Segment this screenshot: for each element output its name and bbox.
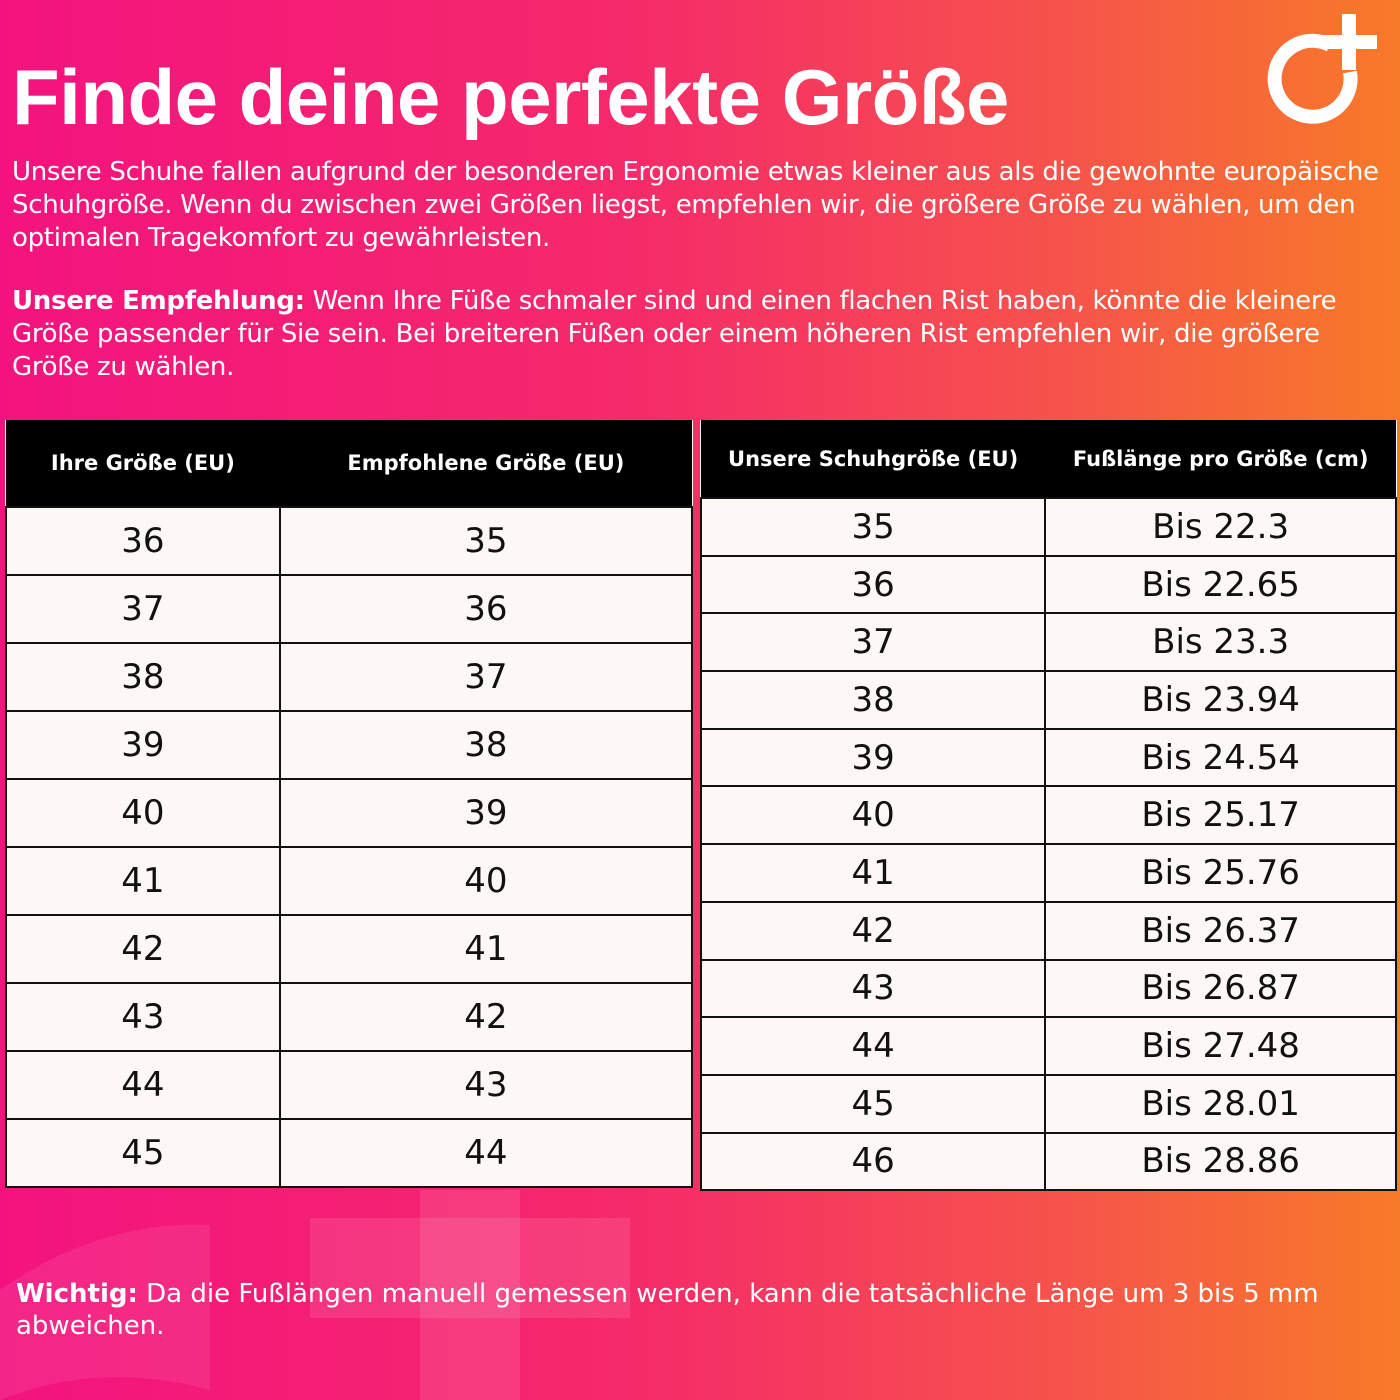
table-cell: 35 [280,507,692,575]
table-cell: 36 [701,556,1045,614]
table-cell: 44 [280,1119,692,1187]
table-cell: 36 [6,507,280,575]
recommended-size-table [5,420,693,1188]
table-cell: 46 [701,1133,1045,1191]
table-cell: 43 [280,1051,692,1119]
table-cell: 41 [701,844,1045,902]
table-row [6,779,692,847]
table-cell: 42 [280,983,692,1051]
table-cell: 45 [701,1075,1045,1133]
table-row [701,1133,1396,1191]
table-row [6,507,692,575]
table-cell: Bis 25.76 [1045,844,1396,902]
header-foot-length: Fußlänge pro Größe (cm) [1045,420,1396,498]
page-title: Finde deine perfekte Größe [12,53,1009,141]
header-our-size: Unsere Schuhgröße (EU) [701,420,1045,498]
table-cell: Bis 25.17 [1045,786,1396,844]
table-row [701,729,1396,787]
recommendation-body: Wenn Ihre Füße schmaler sind und einen flachen Rist haben, könnte die kleinere Größe passender für Sie sein. Bei breiteren Füßen oder einem höheren Rist empfehlen wir, die größere Größe zu wählen. [12,286,1337,382]
table-cell: 38 [6,643,280,711]
table-cell: Bis 28.01 [1045,1075,1396,1133]
table-cell: 39 [701,729,1045,787]
note-body: Da die Fußlängen manuell gemessen werden, kann die tatsächliche Länge um 3 bis 5 mm abweichen. [16,1279,1319,1341]
table-row [6,1119,692,1187]
table-cell: 42 [6,915,280,983]
recommendation-text [12,285,1392,384]
table-cell: Bis 23.94 [1045,671,1396,729]
table-row [701,498,1396,556]
note-label: Wichtig: [16,1279,138,1309]
table-cell: Bis 27.48 [1045,1017,1396,1075]
table-cell: 45 [6,1119,280,1187]
table-row [6,915,692,983]
table-row [701,613,1396,671]
table-cell: Bis 23.3 [1045,613,1396,671]
table-cell: 37 [701,613,1045,671]
table-row [701,556,1396,614]
table-row [6,575,692,643]
circle-plus-logo-icon [1262,12,1382,132]
table-cell: 44 [6,1051,280,1119]
table-cell: 41 [280,915,692,983]
table-cell: 44 [701,1017,1045,1075]
table-cell: Bis 26.87 [1045,960,1396,1018]
important-note [16,1278,1386,1342]
table-cell: Bis 28.86 [1045,1133,1396,1191]
table-cell: 37 [280,643,692,711]
table-cell: Bis 26.37 [1045,902,1396,960]
table-cell: 40 [6,779,280,847]
header-recommended-size: Empfohlene Größe (EU) [280,420,692,507]
table-cell: 40 [701,786,1045,844]
table-cell: 35 [701,498,1045,556]
table-row [701,671,1396,729]
table-cell: 39 [280,779,692,847]
table-row [701,960,1396,1018]
table-cell: 38 [280,711,692,779]
table-cell: 43 [6,983,280,1051]
table-row [701,786,1396,844]
table-cell: 38 [701,671,1045,729]
recommendation-label: Unsere Empfehlung: [12,286,305,316]
table-cell: 42 [701,902,1045,960]
table-cell: Bis 22.65 [1045,556,1396,614]
foot-length-table [700,420,1397,1191]
table-cell: 43 [701,960,1045,1018]
intro-text: Unsere Schuhe fallen aufgrund der besonderen Ergonomie etwas kleiner aus als die gewohnte europäische Schuhgröße. Wenn du zwischen zwei Größen liegst, empfehlen wir, die größere Größe zu wählen, um den optimalen Tragekomfort zu gewährleisten. [12,157,1379,253]
table-row [6,983,692,1051]
table-cell: Bis 22.3 [1045,498,1396,556]
table-row [6,1051,692,1119]
table-row [701,844,1396,902]
table-cell: Bis 24.54 [1045,729,1396,787]
table-row [701,902,1396,960]
table-row [6,643,692,711]
header-your-size: Ihre Größe (EU) [6,420,280,507]
table-cell: 37 [6,575,280,643]
table-row [6,847,692,915]
table-row [701,1075,1396,1133]
table-cell: 36 [280,575,692,643]
table-cell: 39 [6,711,280,779]
table-row [6,711,692,779]
table-cell: 41 [6,847,280,915]
table-row [701,1017,1396,1075]
table-cell: 40 [280,847,692,915]
